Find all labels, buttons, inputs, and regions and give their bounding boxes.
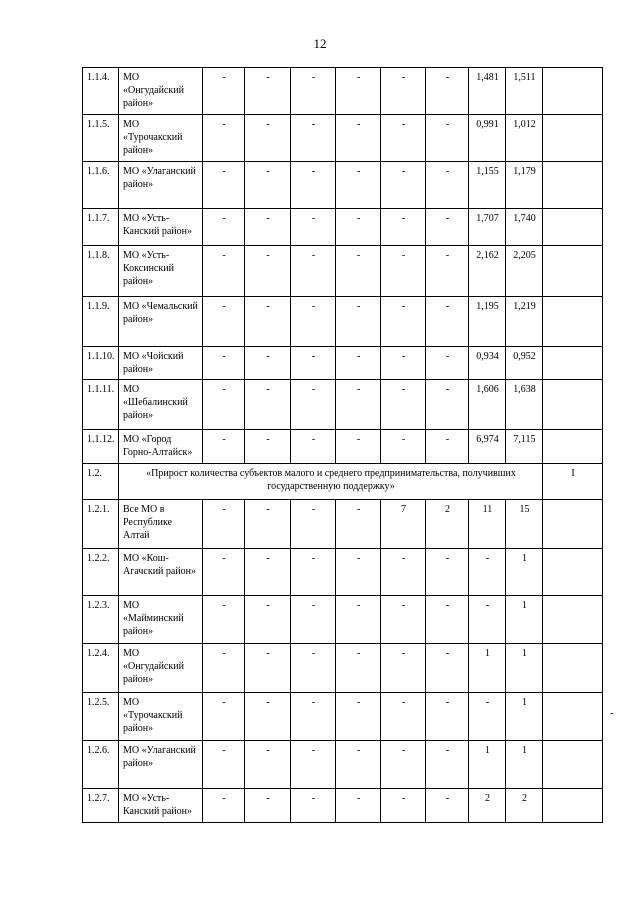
value-cell: -	[381, 380, 426, 430]
value-cell: -	[469, 693, 506, 741]
table-row	[83, 297, 603, 347]
value-cell: -	[291, 644, 336, 693]
value-cell: 1	[469, 741, 506, 789]
value-cell: -	[381, 693, 426, 741]
value-cell: -	[426, 209, 469, 246]
row-number: 1.1.7.	[83, 209, 119, 246]
value-cell: -	[336, 162, 381, 209]
value-cell: 1,195	[469, 297, 506, 347]
value-cell: -	[381, 741, 426, 789]
value-cell: -	[336, 115, 381, 162]
row-number: 1.2.1.	[83, 500, 119, 549]
value-cell: -	[336, 741, 381, 789]
value-cell: -	[203, 644, 245, 693]
value-cell: -	[336, 380, 381, 430]
value-cell: 1	[506, 693, 543, 741]
municipality-name: МО «Шебалинский район»	[119, 380, 203, 430]
value-cell: -	[291, 693, 336, 741]
value-cell: -	[336, 693, 381, 741]
value-cell: 1,638	[506, 380, 543, 430]
value-cell	[543, 347, 603, 380]
row-number: 1.1.5.	[83, 115, 119, 162]
value-cell: -	[203, 115, 245, 162]
value-cell: 7,115	[506, 430, 543, 464]
value-cell: 0,952	[506, 347, 543, 380]
value-cell: -	[426, 430, 469, 464]
value-cell: 1	[469, 644, 506, 693]
value-cell	[543, 115, 603, 162]
value-cell: -	[245, 246, 291, 297]
table-row	[83, 209, 603, 246]
value-cell: -	[245, 68, 291, 115]
value-cell: -	[203, 596, 245, 644]
municipality-name: МО «Турочакский район»	[119, 115, 203, 162]
value-cell: -	[203, 297, 245, 347]
value-cell: -	[336, 430, 381, 464]
value-cell: -	[426, 549, 469, 596]
value-cell: -	[291, 789, 336, 823]
value-cell: -	[336, 644, 381, 693]
municipality-name: МО «Усть-Канский район»	[119, 789, 203, 823]
value-cell	[543, 644, 603, 693]
table-row	[83, 68, 603, 115]
value-cell: 1,179	[506, 162, 543, 209]
table-row	[83, 789, 603, 823]
value-cell: -	[381, 644, 426, 693]
row-number: 1.2.3.	[83, 596, 119, 644]
table-row	[83, 500, 603, 549]
row-number: 1.1.6.	[83, 162, 119, 209]
value-cell: 1,606	[469, 380, 506, 430]
value-cell: -	[381, 246, 426, 297]
value-cell: -	[245, 789, 291, 823]
value-cell: -	[291, 500, 336, 549]
value-cell: -	[203, 68, 245, 115]
value-cell	[543, 549, 603, 596]
value-cell: -	[381, 297, 426, 347]
value-cell: 1	[506, 596, 543, 644]
value-cell: 2	[469, 789, 506, 823]
value-cell: -	[336, 500, 381, 549]
value-cell: -	[426, 246, 469, 297]
value-cell: -	[381, 596, 426, 644]
value-cell	[543, 68, 603, 115]
value-cell: -	[336, 209, 381, 246]
value-cell: -	[245, 741, 291, 789]
value-cell: -	[291, 297, 336, 347]
table-row	[83, 741, 603, 789]
value-cell: -	[381, 549, 426, 596]
value-cell: -	[426, 789, 469, 823]
value-cell: -	[426, 297, 469, 347]
value-cell: 1,155	[469, 162, 506, 209]
value-cell	[543, 789, 603, 823]
value-cell: -	[291, 209, 336, 246]
value-cell: -	[203, 209, 245, 246]
value-cell: -	[291, 246, 336, 297]
value-cell: 11	[469, 500, 506, 549]
value-cell: 2,162	[469, 246, 506, 297]
value-cell: 1,481	[469, 68, 506, 115]
municipality-name: МО «Турочакский район»	[119, 693, 203, 741]
value-cell: 2	[506, 789, 543, 823]
value-cell: -	[203, 549, 245, 596]
value-cell: -	[381, 115, 426, 162]
value-cell: -	[245, 380, 291, 430]
table-row	[83, 430, 603, 464]
value-cell: -	[469, 549, 506, 596]
value-cell: -	[245, 596, 291, 644]
row-number: 1.1.10.	[83, 347, 119, 380]
value-cell	[543, 500, 603, 549]
value-cell	[543, 297, 603, 347]
municipality-name: МО «Кош-Агачский район»	[119, 549, 203, 596]
value-cell: -	[426, 693, 469, 741]
value-cell: -	[426, 596, 469, 644]
municipality-name: МО «Усть-Канский район»	[119, 209, 203, 246]
value-cell: 2,205	[506, 246, 543, 297]
page-number: 12	[313, 36, 327, 51]
value-cell: -	[291, 596, 336, 644]
value-cell: -	[336, 596, 381, 644]
table-row	[83, 693, 603, 741]
value-cell: -	[245, 500, 291, 549]
row-number: 1.1.8.	[83, 246, 119, 297]
municipality-name: МО «Майминский район»	[119, 596, 203, 644]
value-cell: 2	[426, 500, 469, 549]
value-cell: -	[381, 789, 426, 823]
value-cell	[543, 246, 603, 297]
municipality-name: МО «Город Горно-Алтайск»	[119, 430, 203, 464]
value-cell: -	[245, 693, 291, 741]
value-cell	[543, 741, 603, 789]
municipality-name: МО «Онгудайский район»	[119, 68, 203, 115]
value-cell: -	[336, 68, 381, 115]
value-cell: 1	[506, 549, 543, 596]
value-cell: -	[291, 741, 336, 789]
value-cell: -	[336, 789, 381, 823]
value-cell: -	[291, 380, 336, 430]
value-cell	[543, 380, 603, 430]
value-cell: -	[336, 347, 381, 380]
value-cell: -	[203, 162, 245, 209]
value-cell: -	[245, 115, 291, 162]
value-cell: -	[381, 162, 426, 209]
row-number: 1.1.4.	[83, 68, 119, 115]
value-cell: -	[426, 68, 469, 115]
municipality-name: Все МО в Республике Алтай	[119, 500, 203, 549]
value-cell: -	[203, 500, 245, 549]
value-cell: -	[203, 430, 245, 464]
value-cell: -	[426, 115, 469, 162]
value-cell	[543, 596, 603, 644]
value-cell: -	[203, 741, 245, 789]
row-number: 1.2.5.	[83, 693, 119, 741]
value-cell: -	[245, 162, 291, 209]
section-title: «Прирост количества субъектов малого и среднего предпринимательства, получивших государственную поддержку»	[119, 464, 543, 500]
value-cell: -	[245, 297, 291, 347]
value-cell: 1,219	[506, 297, 543, 347]
indicator-table	[82, 67, 603, 823]
section-mark: I	[543, 464, 603, 500]
table-row	[83, 380, 603, 430]
value-cell	[543, 162, 603, 209]
row-number: 1.1.9.	[83, 297, 119, 347]
municipality-name: МО «Чемальский район»	[119, 297, 203, 347]
value-cell: -	[426, 347, 469, 380]
municipality-name: МО «Онгудайский район»	[119, 644, 203, 693]
value-cell: -	[426, 380, 469, 430]
table-row	[83, 549, 603, 596]
row-number: 1.2.4.	[83, 644, 119, 693]
value-cell: -	[469, 596, 506, 644]
value-cell	[543, 693, 603, 741]
value-cell: -	[203, 789, 245, 823]
value-cell: 6,974	[469, 430, 506, 464]
value-cell: -	[381, 347, 426, 380]
value-cell: -	[336, 246, 381, 297]
municipality-name: МО «Усть-Коксинский район»	[119, 246, 203, 297]
value-cell: -	[426, 162, 469, 209]
row-number: 1.2.6.	[83, 741, 119, 789]
municipality-name: МО «Улаганский район»	[119, 162, 203, 209]
value-cell: -	[291, 430, 336, 464]
table-row	[83, 347, 603, 380]
value-cell: -	[336, 297, 381, 347]
value-cell: -	[203, 347, 245, 380]
value-cell: -	[426, 741, 469, 789]
value-cell: -	[245, 209, 291, 246]
value-cell: -	[291, 162, 336, 209]
row-number: 1.2.2.	[83, 549, 119, 596]
value-cell: -	[291, 549, 336, 596]
value-cell: -	[336, 549, 381, 596]
value-cell	[543, 209, 603, 246]
value-cell: -	[291, 347, 336, 380]
value-cell: -	[245, 549, 291, 596]
value-cell: 1,511	[506, 68, 543, 115]
value-cell: 15	[506, 500, 543, 549]
value-cell: -	[381, 430, 426, 464]
table-row	[83, 162, 603, 209]
value-cell: 0,991	[469, 115, 506, 162]
section-number: 1.2.	[83, 464, 119, 500]
section-row	[83, 464, 603, 500]
margin-mark: -	[610, 708, 614, 719]
value-cell: 1	[506, 741, 543, 789]
value-cell: 1,012	[506, 115, 543, 162]
value-cell: 1,740	[506, 209, 543, 246]
value-cell: -	[245, 644, 291, 693]
value-cell: -	[291, 115, 336, 162]
value-cell: -	[381, 209, 426, 246]
row-number: 1.1.12.	[83, 430, 119, 464]
value-cell: -	[245, 430, 291, 464]
value-cell	[543, 430, 603, 464]
value-cell: 0,934	[469, 347, 506, 380]
table-row	[83, 246, 603, 297]
table-row	[83, 115, 603, 162]
table-row	[83, 596, 603, 644]
value-cell: -	[245, 347, 291, 380]
value-cell: 7	[381, 500, 426, 549]
value-cell: -	[203, 380, 245, 430]
table-row	[83, 644, 603, 693]
row-number: 1.1.11.	[83, 380, 119, 430]
value-cell: -	[203, 693, 245, 741]
value-cell: 1	[506, 644, 543, 693]
value-cell: -	[291, 68, 336, 115]
row-number: 1.2.7.	[83, 789, 119, 823]
value-cell: -	[381, 68, 426, 115]
municipality-name: МО «Улаганский район»	[119, 741, 203, 789]
value-cell: 1,707	[469, 209, 506, 246]
value-cell: -	[426, 644, 469, 693]
value-cell: -	[203, 246, 245, 297]
municipality-name: МО «Чойский район»	[119, 347, 203, 380]
